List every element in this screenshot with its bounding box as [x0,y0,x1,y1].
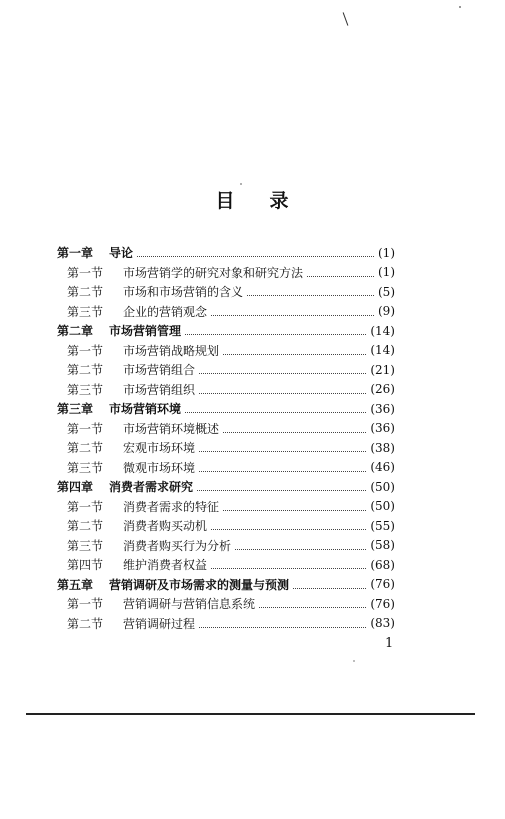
toc-entry-number: 第一节 [67,343,104,358]
toc-section-entry[interactable] [57,438,395,458]
dot-leader [199,459,366,472]
toc-entry-page: (36) [370,421,395,436]
toc-section-entry[interactable] [57,594,395,614]
toc-entry-title: 消费者购买行为分析 [123,538,232,553]
toc-chapter-entry[interactable] [57,399,395,419]
dot-leader [259,595,366,608]
toc-chapter-entry[interactable] [57,575,395,595]
dot-leader [199,615,366,628]
toc-entry-title: 微观市场环境 [123,460,196,475]
toc-section-entry[interactable] [57,458,395,478]
dot-leader [223,498,366,511]
toc-entry-page: (1) [378,265,395,280]
toc-section-entry[interactable] [57,419,395,439]
dot-leader [247,283,374,296]
dot-leader [307,264,374,277]
toc-entry-number: 第二节 [67,441,104,456]
toc-entry-number: 第三节 [67,382,104,397]
toc-entry-title: 市场营销组织 [123,382,196,397]
toc-section-entry[interactable] [57,302,395,322]
toc-section-entry[interactable] [57,555,395,575]
toc-entry-number: 第二节 [67,519,104,534]
toc-entry-number: 第二节 [67,285,104,300]
toc-entry-page: (5) [378,284,395,299]
bottom-rule [26,713,475,715]
toc-entry-title: 市场营销环境 [109,402,182,417]
toc-section-entry[interactable] [57,341,395,361]
toc-entry-title: 导论 [109,246,134,261]
toc-entry-page: (46) [370,460,395,475]
toc-entry-number: 第三节 [67,460,104,475]
dot-leader [223,420,366,433]
page-number: 1 [385,636,394,651]
toc-entry-page: (9) [378,304,395,319]
toc-section-entry[interactable] [57,536,395,556]
toc-chapter-entry[interactable] [57,321,395,341]
toc-entry-number: 第一节 [67,499,104,514]
dot-leader [211,303,374,316]
toc-entry-number: 第二节 [67,363,104,378]
toc-section-entry[interactable] [57,614,395,634]
dot-leader [211,517,366,530]
toc-entry-title: 营销调研过程 [123,616,196,631]
toc-entry-number: 第五章 [57,577,94,592]
toc-entry-page: (50) [370,479,395,494]
dot-leader [185,400,366,413]
dot-leader [197,478,366,491]
dot-leader [223,342,366,355]
toc-entry-page: (36) [370,401,395,416]
scan-mark [343,12,349,25]
toc-entry-title: 市场营销环境概述 [123,421,220,436]
toc-entry-page: (14) [370,323,395,338]
dot-leader [185,322,366,335]
toc-entry-page: (83) [370,616,395,631]
toc-chapter-entry[interactable] [57,243,395,263]
toc-entry-title: 市场和市场营销的含义 [123,285,244,300]
toc-entry-number: 第一节 [67,421,104,436]
page-title [0,186,505,213]
toc-entry-title: 营销调研及市场需求的测量与预测 [109,577,290,592]
toc-entry-number: 第一节 [67,265,104,280]
toc-entry-page: (76) [370,596,395,611]
toc-entry-page: (76) [370,577,395,592]
toc-entry-number: 第三节 [67,304,104,319]
dot-leader [199,381,366,394]
toc-entry-title: 消费者购买动机 [123,519,208,534]
toc-entry-title: 消费者需求研究 [109,480,194,495]
toc-entry-number: 第三节 [67,538,104,553]
toc-entry-title: 维护消费者权益 [123,558,208,573]
toc-entry-page: (50) [370,499,395,514]
toc-entry-number: 第四节 [67,558,104,573]
toc-entry-number: 第二节 [67,616,104,631]
title-char-1: 目 [215,190,236,212]
toc-entry-title: 市场营销战略规划 [123,343,220,358]
scan-speck [459,6,461,8]
scan-speck [240,183,242,185]
toc-entry-number: 第四章 [57,480,94,495]
dot-leader [235,537,366,550]
toc-entry-title: 企业的营销观念 [123,304,208,319]
scan-speck [353,660,355,662]
toc-entry-number: 第一章 [57,246,94,261]
toc-entry-page: (38) [370,440,395,455]
toc-entry-page: (26) [370,382,395,397]
toc-section-entry[interactable] [57,263,395,283]
toc-section-entry[interactable] [57,282,395,302]
toc-entry-title: 市场营销学的研究对象和研究方法 [123,265,304,280]
toc-entry-title: 消费者需求的特征 [123,499,220,514]
dot-leader [211,556,366,569]
toc-entry-page: (58) [370,538,395,553]
toc-section-entry[interactable] [57,516,395,536]
toc-entry-title: 市场营销管理 [109,324,182,339]
toc-section-entry[interactable] [57,360,395,380]
dot-leader [137,244,374,257]
toc-section-entry[interactable] [57,497,395,517]
dot-leader [199,361,366,374]
title-char-2: 录 [269,190,290,212]
dot-leader [293,576,366,589]
toc-entry-number: 第一节 [67,597,104,612]
toc-entry-page: (55) [370,518,395,533]
toc-entry-title: 市场营销组合 [123,363,196,378]
toc-entry-page: (1) [378,245,395,260]
toc-entry-number: 第二章 [57,324,94,339]
toc-entry-title: 营销调研与营销信息系统 [123,597,256,612]
toc-chapter-entry[interactable] [57,477,395,497]
toc-entry-title: 宏观市场环境 [123,441,196,456]
toc-entry-page: (68) [370,557,395,572]
table-of-contents [57,243,395,633]
toc-entry-page: (14) [370,343,395,358]
toc-section-entry[interactable] [57,380,395,400]
toc-entry-number: 第三章 [57,402,94,417]
toc-entry-page: (21) [370,362,395,377]
dot-leader [199,439,366,452]
